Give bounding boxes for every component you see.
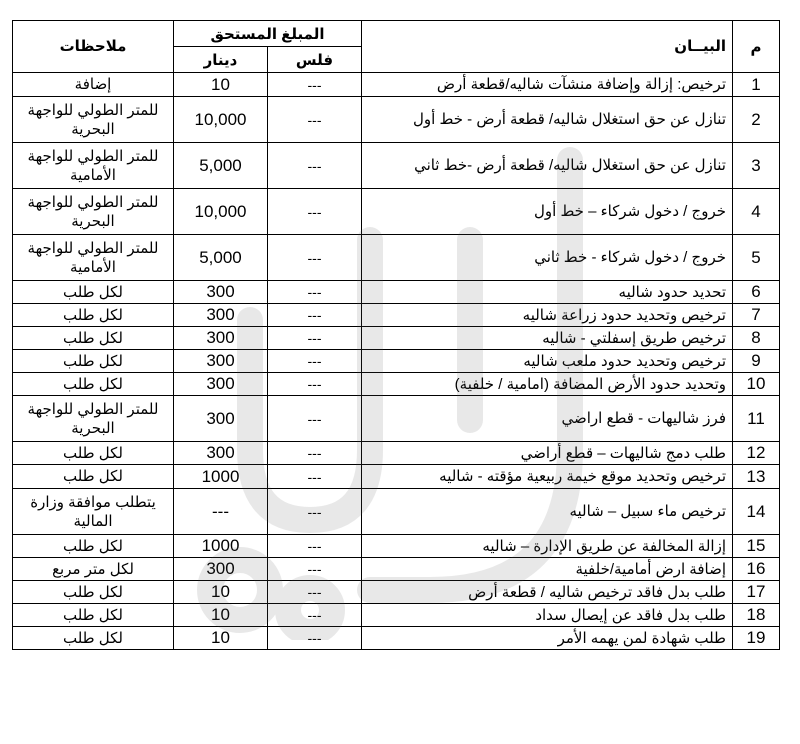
table-row xyxy=(13,304,780,327)
header-amount-due: المبلغ المستحق xyxy=(174,21,362,47)
row-notes: للمتر الطولي للواجهة البحرية xyxy=(13,396,174,442)
row-notes: لكل طلب xyxy=(13,327,174,350)
table-row xyxy=(13,489,780,535)
table-row xyxy=(13,97,780,143)
row-dinar: 10 xyxy=(174,73,268,97)
row-description: ترخيص ماء سبيل – شاليه xyxy=(362,489,733,535)
row-notes: لكل طلب xyxy=(13,281,174,304)
row-dinar: 5,000 xyxy=(174,235,268,281)
row-dinar: 300 xyxy=(174,281,268,304)
row-num: 10 xyxy=(733,373,780,396)
row-num: 2 xyxy=(733,97,780,143)
row-notes: لكل طلب xyxy=(13,373,174,396)
row-notes: للمتر الطولي للواجهة الأمامية xyxy=(13,143,174,189)
row-description: طلب شهادة لمن يهمه الأمر xyxy=(362,627,733,650)
row-fils: --- xyxy=(268,143,362,189)
row-dinar: 10 xyxy=(174,627,268,650)
header-notes: ملاحظات xyxy=(13,21,174,73)
row-description: ترخيص وتحديد حدود زراعة شاليه xyxy=(362,304,733,327)
table-row xyxy=(13,558,780,581)
row-fils: --- xyxy=(268,396,362,442)
row-description: ترخيص: إزالة وإضافة منشآت شاليه/قطعة أرض xyxy=(362,73,733,97)
row-dinar: 10 xyxy=(174,604,268,627)
row-description: طلب دمج شاليهات – قطع أراضي xyxy=(362,442,733,465)
table-row xyxy=(13,396,780,442)
row-fils: --- xyxy=(268,465,362,489)
row-description: فرز شاليهات - قطع اراضي xyxy=(362,396,733,442)
row-num: 6 xyxy=(733,281,780,304)
row-num: 1 xyxy=(733,73,780,97)
row-notes: إضافة xyxy=(13,73,174,97)
row-dinar: 10 xyxy=(174,581,268,604)
table-row xyxy=(13,327,780,350)
row-dinar: 1000 xyxy=(174,535,268,558)
row-num: 9 xyxy=(733,350,780,373)
row-num: 3 xyxy=(733,143,780,189)
row-description: إضافة ارض أمامية/خلفية xyxy=(362,558,733,581)
row-notes: لكل طلب xyxy=(13,465,174,489)
row-fils: --- xyxy=(268,558,362,581)
row-fils: --- xyxy=(268,281,362,304)
row-description: تحديد حدود شاليه xyxy=(362,281,733,304)
row-notes: للمتر الطولي للواجهة البحرية xyxy=(13,189,174,235)
row-notes: لكل طلب xyxy=(13,350,174,373)
row-fils: --- xyxy=(268,627,362,650)
table-row xyxy=(13,189,780,235)
row-notes: للمتر الطولي للواجهة الأمامية xyxy=(13,235,174,281)
row-dinar: --- xyxy=(174,489,268,535)
header-num: م xyxy=(733,21,780,73)
row-fils: --- xyxy=(268,350,362,373)
row-dinar: 10,000 xyxy=(174,97,268,143)
row-description: وتحديد حدود الأرض المضافة (امامية / خلفية) xyxy=(362,373,733,396)
row-fils: --- xyxy=(268,327,362,350)
row-fils: --- xyxy=(268,97,362,143)
row-fils: --- xyxy=(268,442,362,465)
row-num: 4 xyxy=(733,189,780,235)
row-dinar: 10,000 xyxy=(174,189,268,235)
row-fils: --- xyxy=(268,373,362,396)
row-fils: --- xyxy=(268,604,362,627)
row-dinar: 5,000 xyxy=(174,143,268,189)
row-num: 17 xyxy=(733,581,780,604)
row-notes: لكل طلب xyxy=(13,604,174,627)
header-description: البيــان xyxy=(362,21,733,73)
row-description: خروج / دخول شركاء – خط أول xyxy=(362,189,733,235)
row-description: تنازل عن حق استغلال شاليه/ قطعة أرض -خط ثاني xyxy=(362,143,733,189)
row-num: 5 xyxy=(733,235,780,281)
table-row xyxy=(13,465,780,489)
row-fils: --- xyxy=(268,235,362,281)
row-description: خروج / دخول شركاء - خط ثاني xyxy=(362,235,733,281)
row-num: 11 xyxy=(733,396,780,442)
row-fils: --- xyxy=(268,189,362,235)
row-notes: لكل طلب xyxy=(13,581,174,604)
table-row xyxy=(13,350,780,373)
row-fils: --- xyxy=(268,581,362,604)
table-row xyxy=(13,604,780,627)
row-dinar: 300 xyxy=(174,442,268,465)
table-row xyxy=(13,373,780,396)
row-description: طلب بدل فاقد ترخيص شاليه / قطعة أرض xyxy=(362,581,733,604)
row-notes: لكل طلب xyxy=(13,535,174,558)
table-row xyxy=(13,442,780,465)
row-description: ترخيص وتحديد حدود ملعب شاليه xyxy=(362,350,733,373)
row-dinar: 300 xyxy=(174,373,268,396)
row-dinar: 300 xyxy=(174,304,268,327)
header-row xyxy=(13,21,780,47)
table-row xyxy=(13,535,780,558)
row-notes: للمتر الطولي للواجهة البحرية xyxy=(13,97,174,143)
row-num: 19 xyxy=(733,627,780,650)
table-row xyxy=(13,235,780,281)
row-notes: لكل طلب xyxy=(13,304,174,327)
row-fils: --- xyxy=(268,73,362,97)
row-dinar: 300 xyxy=(174,558,268,581)
row-num: 18 xyxy=(733,604,780,627)
row-num: 7 xyxy=(733,304,780,327)
row-fils: --- xyxy=(268,304,362,327)
row-fils: --- xyxy=(268,535,362,558)
table-row xyxy=(13,281,780,304)
row-dinar: 300 xyxy=(174,350,268,373)
table-row xyxy=(13,627,780,650)
row-description: ترخيص طريق إسفلتي - شاليه xyxy=(362,327,733,350)
row-notes: يتطلب موافقة وزارة المالية xyxy=(13,489,174,535)
row-num: 12 xyxy=(733,442,780,465)
row-notes: لكل متر مربع xyxy=(13,558,174,581)
fees-table xyxy=(12,20,780,650)
row-notes: لكل طلب xyxy=(13,442,174,465)
row-notes: لكل طلب xyxy=(13,627,174,650)
row-num: 8 xyxy=(733,327,780,350)
row-description: طلب بدل فاقد عن إيصال سداد xyxy=(362,604,733,627)
header-dinar: دينار xyxy=(174,47,268,73)
row-description: تنازل عن حق استغلال شاليه/ قطعة أرض - خط أول xyxy=(362,97,733,143)
table-row xyxy=(13,581,780,604)
row-dinar: 300 xyxy=(174,327,268,350)
row-num: 13 xyxy=(733,465,780,489)
table-row xyxy=(13,73,780,97)
row-description: ترخيص وتحديد موقع خيمة ربيعية مؤقته - شاليه xyxy=(362,465,733,489)
header-fils: فلس xyxy=(268,47,362,73)
row-num: 14 xyxy=(733,489,780,535)
row-num: 16 xyxy=(733,558,780,581)
row-dinar: 300 xyxy=(174,396,268,442)
row-fils: --- xyxy=(268,489,362,535)
row-dinar: 1000 xyxy=(174,465,268,489)
table-row xyxy=(13,143,780,189)
row-description: إزالة المخالفة عن طريق الإدارة – شاليه xyxy=(362,535,733,558)
row-num: 15 xyxy=(733,535,780,558)
